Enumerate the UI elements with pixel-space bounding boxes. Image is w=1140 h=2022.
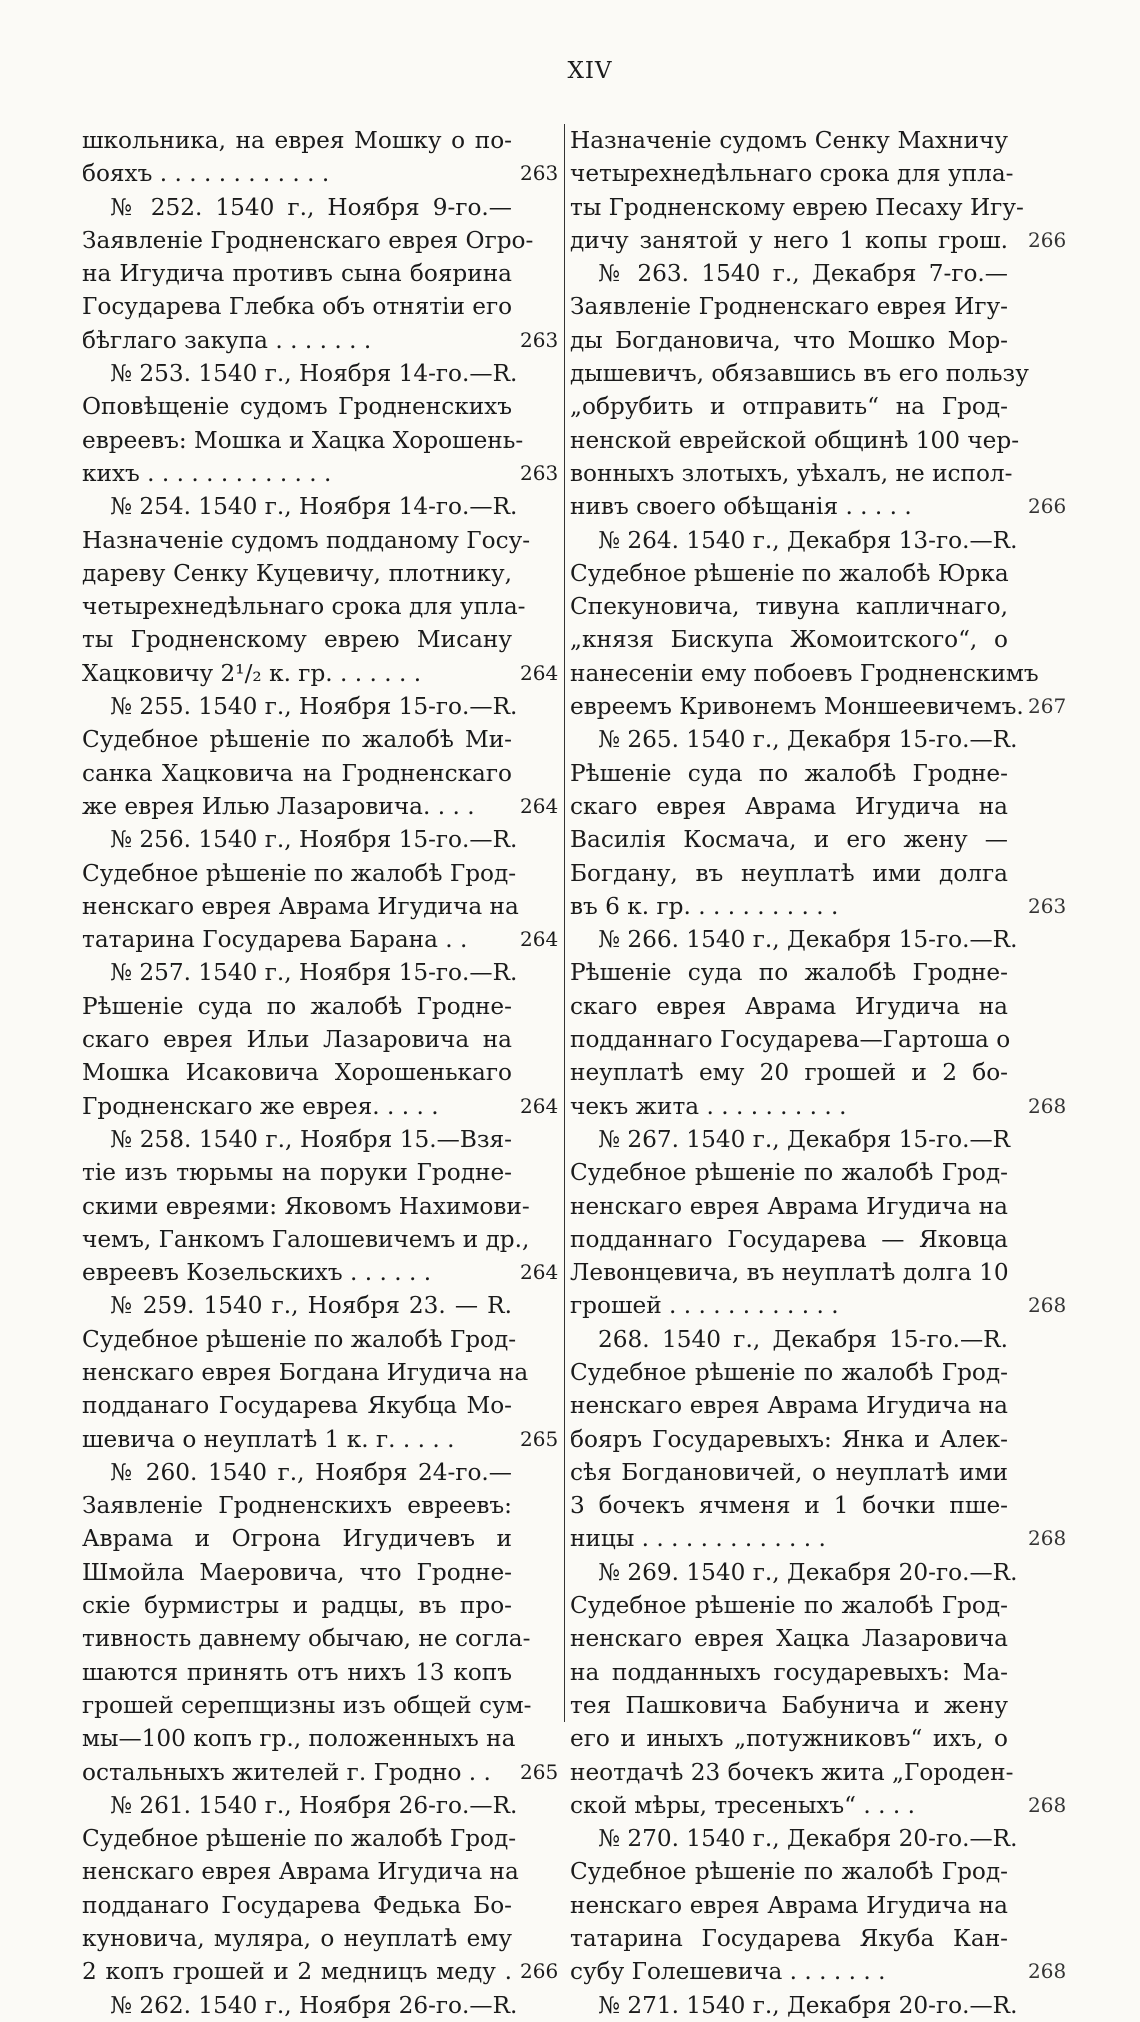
line-text: Заявленіе Гродненскаго еврея Огро- <box>82 226 534 254</box>
line-text: № 270. 1540 г., Декабря 20-го.—R. <box>598 1825 1018 1853</box>
line-text: грошей . . . . . . . . . . . . <box>570 1292 839 1320</box>
text-line <box>570 290 1050 323</box>
line-text: нанесеніи ему побоевъ Гродненскимъ <box>570 659 1039 687</box>
right-column <box>570 124 1067 2022</box>
text-line <box>82 1289 562 1322</box>
text-line <box>82 923 562 956</box>
line-text: № 265. 1540 г., Декабря 15-го.—R. <box>598 726 1018 754</box>
line-text: № 269. 1540 г., Декабря 20-го.—R. <box>598 1558 1018 1586</box>
line-text: № 264. 1540 г., Декабря 13-го.—R. <box>598 526 1018 554</box>
text-line <box>82 823 562 856</box>
text-line <box>570 1423 1050 1456</box>
text-line <box>570 1955 1067 1988</box>
line-text: скаго еврея Ильи Лазаровича на <box>82 1026 512 1054</box>
text-line <box>570 690 1067 723</box>
line-text: № 256. 1540 г., Ноября 15-го.—R. <box>110 826 518 854</box>
text-line <box>82 990 562 1023</box>
line-text: № 255. 1540 г., Ноября 15-го.—R. <box>110 693 518 721</box>
text-line <box>570 1090 1067 1123</box>
text-line <box>82 723 562 756</box>
line-text: тивность давнему обычаю, не согла- <box>82 1625 531 1653</box>
line-text: ненскаго еврея Аврама Игудича на <box>570 1192 1008 1220</box>
line-text: неотдачѣ 23 бочекъ жита „Городен- <box>570 1758 1014 1786</box>
text-line <box>82 790 562 823</box>
text-line <box>570 1156 1050 1189</box>
text-line <box>570 790 1050 823</box>
text-line <box>82 1522 562 1555</box>
line-text: ницы . . . . . . . . . . . . . <box>570 1525 826 1553</box>
text-line <box>570 490 1067 523</box>
text-line <box>570 1389 1050 1422</box>
text-line <box>570 1656 1050 1689</box>
line-text: кихъ . . . . . . . . . . . . . <box>82 459 332 487</box>
text-line <box>82 1689 562 1722</box>
text-line <box>82 890 562 923</box>
line-text: тіе изъ тюрьмы на поруки Гродне- <box>82 1159 512 1187</box>
line-text: бояхъ . . . . . . . . . . . . <box>82 160 330 188</box>
text-line <box>570 124 1050 157</box>
text-line <box>82 1456 562 1489</box>
line-text: дышевичъ, обязавшись въ его пользу <box>570 360 1029 388</box>
line-text: татарина Государева Якуба Кан- <box>570 1925 1008 1953</box>
line-text: ненскаго еврея Аврама Игудича на <box>82 892 519 920</box>
line-text: ненскаго еврея Богдана Игудича на <box>82 1358 529 1386</box>
line-text: № 259. 1540 г., Ноября 23. — R. <box>110 1292 512 1320</box>
line-text: четырехнедѣльнаго срока для упла- <box>570 160 1014 188</box>
text-line <box>570 457 1050 490</box>
line-text: ненскаго еврея Аврама Игудича на <box>82 1858 519 1886</box>
text-line <box>82 1622 562 1655</box>
line-text: Заявленіе Гродненскаго еврея Игу- <box>570 293 1008 321</box>
page-reference: 263 <box>520 161 559 186</box>
text-line <box>82 157 562 190</box>
line-text: подданнаго Государева — Яковца <box>570 1225 1008 1253</box>
line-text: ненскаго еврея Хацка Лазаровича <box>570 1625 1008 1653</box>
text-line <box>82 757 562 790</box>
line-text: № 261. 1540 г., Ноября 26-го.—R. <box>110 1791 518 1819</box>
text-line <box>82 1756 562 1789</box>
line-text: „обрубить и отправить“ на Грод- <box>570 393 1008 421</box>
line-text: ты Гродненскому еврею Песаху Игу- <box>570 193 1024 221</box>
text-line <box>82 191 562 224</box>
text-line <box>570 1556 1050 1589</box>
text-line <box>82 1389 562 1422</box>
page-number: XIV <box>567 58 613 84</box>
text-line <box>82 1156 562 1189</box>
line-text: дичу занятой у него 1 копы грош. <box>570 226 1008 254</box>
text-line <box>570 1922 1050 1955</box>
line-text: № 252. 1540 г., Ноября 9-го.— <box>110 193 512 221</box>
page-reference: 266 <box>1028 227 1067 252</box>
text-line <box>570 890 1067 923</box>
page-reference: 264 <box>520 793 559 818</box>
text-line <box>570 1489 1050 1522</box>
line-text: шаются принять отъ нихъ 13 копъ <box>82 1658 512 1686</box>
line-text: Судебное рѣшеніе по жалобѣ Грод- <box>82 859 517 887</box>
line-text: Судебное рѣшеніе по жалобѣ Грод- <box>570 1358 1008 1386</box>
line-text: Рѣшеніе суда по жалобѣ Гродне- <box>570 959 1008 987</box>
text-line <box>82 1722 562 1755</box>
text-line <box>570 1223 1050 1256</box>
page-reference: 268 <box>1028 1959 1067 1984</box>
line-text: куновича, муляра, о неуплатѣ ему <box>82 1925 512 1953</box>
line-text: „князя Бискупа Жомоитского“, о <box>570 626 1008 654</box>
text-line <box>570 1056 1050 1089</box>
page-reference: 268 <box>1028 1792 1067 1817</box>
line-text: Оповѣщеніе судомъ Гродненскихъ <box>82 393 512 421</box>
line-text: № 266. 1540 г., Декабря 15-го.—R. <box>598 926 1018 954</box>
line-text: дареву Сенку Куцевичу, плотнику, <box>82 559 512 587</box>
line-text: Аврама и Огрона Игудичевъ и <box>82 1525 512 1553</box>
text-line <box>82 956 562 989</box>
line-text: Гродненскаго же еврея. . . . . <box>82 1092 439 1120</box>
text-line <box>82 1423 562 1456</box>
text-line <box>82 1190 562 1223</box>
page-reference: 264 <box>520 927 559 952</box>
line-text: ненскаго еврея Аврама Игудича на <box>570 1392 1008 1420</box>
line-text: Мошка Исаковича Хорошенькаго <box>82 1059 512 1087</box>
page-reference: 264 <box>520 1260 559 1285</box>
line-text: Судебное рѣшеніе по жалобѣ Грод- <box>82 1325 517 1353</box>
text-line <box>82 1822 562 1855</box>
line-text: Судебное рѣшеніе по жалобѣ Грод- <box>570 1592 1008 1620</box>
line-text: бояръ Государевыхъ: Янка и Алек- <box>570 1425 1008 1453</box>
text-line <box>82 390 562 423</box>
line-text: нивъ своего обѣщанія . . . . . <box>570 493 912 521</box>
line-text: Рѣшеніе суда по жалобѣ Гродне- <box>570 759 1008 787</box>
line-text: подданнаго Государева—Гартоша о <box>570 1026 1011 1054</box>
line-text: Назначеніе судомъ Сенку Махничу <box>570 127 1008 154</box>
page-reference: 268 <box>1028 1293 1067 1318</box>
text-line <box>82 1922 562 1955</box>
line-text: грошей серепщизны изъ общей сум- <box>82 1691 532 1719</box>
line-text: 268. 1540 г., Декабря 15-го.—R. <box>598 1325 1008 1353</box>
line-text: сѣя Богдановичей, о неуплатѣ ими <box>570 1458 1008 1486</box>
page-reference: 263 <box>520 327 559 352</box>
line-text: Рѣшеніе суда по жалобѣ Гродне- <box>82 992 512 1020</box>
line-text: № 254. 1540 г., Ноября 14-го.—R. <box>110 493 518 521</box>
text-line <box>82 1489 562 1522</box>
page-reference: 263 <box>520 460 559 485</box>
line-text: евреемъ Кривонемъ Моншеевичемъ. <box>570 693 1024 721</box>
text-line <box>82 1589 562 1622</box>
text-line <box>570 1289 1067 1322</box>
column-divider <box>564 124 565 1722</box>
line-text: скими евреями: Яковомъ Нахимови- <box>82 1192 530 1220</box>
line-text: Богдану, въ неуплатѣ ими долга <box>570 859 1008 887</box>
text-line <box>570 524 1050 557</box>
text-line <box>82 457 562 490</box>
text-line <box>82 1656 562 1689</box>
text-line <box>82 1223 562 1256</box>
text-line <box>82 124 562 157</box>
line-text: № 262. 1540 г., Ноября 26-го.—R. <box>110 1991 518 2019</box>
line-text: подданаго Государева Федька Бо- <box>82 1891 512 1919</box>
line-text: тея Пашковича Бабунича и жену <box>570 1691 1008 1719</box>
text-line <box>570 956 1050 989</box>
text-line <box>82 1090 562 1123</box>
text-line <box>570 1356 1050 1389</box>
text-line <box>570 923 1050 956</box>
page-reference: 265 <box>520 1759 559 1784</box>
text-line <box>82 1256 562 1289</box>
text-line <box>570 424 1050 457</box>
page-reference: 265 <box>520 1426 559 1451</box>
text-line <box>82 424 562 457</box>
line-text: четырехнедѣльнаго срока для упла- <box>82 593 526 621</box>
text-line <box>570 1989 1050 2022</box>
text-line <box>82 1955 562 1988</box>
line-text: Василія Космача, и его жену — <box>570 826 1008 854</box>
text-line <box>570 1256 1050 1289</box>
text-line <box>570 990 1050 1023</box>
text-line <box>570 1522 1067 1555</box>
text-line <box>82 1123 562 1156</box>
line-text: скаго еврея Аврама Игудича на <box>570 792 1008 820</box>
text-line <box>82 657 562 690</box>
line-text: шевича о неуплатѣ 1 к. г. . . . . <box>82 1425 455 1453</box>
text-line <box>82 590 562 623</box>
text-line <box>570 1123 1050 1156</box>
line-text: ды Богдановича, что Мошко Мор- <box>570 326 1008 354</box>
text-line <box>82 623 562 656</box>
text-line <box>82 224 562 257</box>
text-line <box>570 1789 1067 1822</box>
line-text: № 257. 1540 г., Ноября 15-го.—R. <box>110 959 518 987</box>
text-line <box>82 690 562 723</box>
line-text: Заявленіе Гродненскихъ евреевъ: <box>82 1492 512 1520</box>
line-text: Спекуновича, тивуна капличнаго, <box>570 593 1008 621</box>
text-line <box>570 857 1050 890</box>
text-line <box>82 857 562 890</box>
text-line <box>570 1023 1050 1056</box>
text-line <box>570 1855 1050 1888</box>
line-text: Левонцевича, въ неуплатѣ долга 10 <box>570 1259 1009 1287</box>
text-line <box>82 557 562 590</box>
text-line <box>82 490 562 523</box>
line-text: Судебное рѣшеніе по жалобѣ Грод- <box>570 1858 1008 1886</box>
text-line <box>570 1456 1050 1489</box>
page-reference: 263 <box>1028 893 1067 918</box>
line-text: чемъ, Ганкомъ Галошевичемъ и др., <box>82 1225 530 1253</box>
line-text: 3 бочекъ ячменя и 1 бочки пше- <box>570 1492 1008 1520</box>
line-text: № 258. 1540 г., Ноября 15.—Взя- <box>110 1125 512 1153</box>
page-reference: 266 <box>1028 494 1067 519</box>
line-text: Судебное рѣшеніе по жалобѣ Ми- <box>82 726 512 754</box>
text-line <box>570 757 1050 790</box>
text-line <box>570 723 1050 756</box>
text-line <box>570 1589 1050 1622</box>
text-line <box>570 257 1050 290</box>
text-line <box>570 1622 1050 1655</box>
text-line <box>82 524 562 557</box>
page-reference: 268 <box>1028 1526 1067 1551</box>
line-text: ты Гродненскому еврею Мисану <box>82 626 512 654</box>
text-line <box>82 1889 562 1922</box>
text-line <box>570 823 1050 856</box>
line-text: на подданныхъ государевыхъ: Ма- <box>570 1658 1008 1686</box>
line-text: Назначеніе судомъ подданому Госу- <box>82 526 531 554</box>
text-line <box>82 1356 562 1389</box>
page-reference: 268 <box>1028 1093 1067 1118</box>
line-text: Государева Глебка объ отнятіи его <box>82 293 513 321</box>
line-text: № 263. 1540 г., Декабря 7-го.— <box>598 260 1008 288</box>
line-text: евреевъ: Мошка и Хацка Хорошень- <box>82 426 524 454</box>
line-text: санка Хацковича на Гродненскаго <box>82 759 512 787</box>
text-line <box>570 1689 1050 1722</box>
text-line <box>570 1190 1050 1223</box>
text-line <box>570 191 1050 224</box>
text-line <box>82 1023 562 1056</box>
line-text: чекъ жита . . . . . . . . . . <box>570 1092 847 1120</box>
text-line <box>570 623 1050 656</box>
text-line <box>82 357 562 390</box>
text-line <box>82 1323 562 1356</box>
line-text: Судебное рѣшеніе по жалобѣ Юрка <box>570 559 1009 587</box>
line-text: Судебное рѣшеніе по жалобѣ Грод- <box>570 1159 1008 1187</box>
line-text: бѣглаго закупа . . . . . . . <box>82 326 372 354</box>
line-text: остальныхъ жителей г. Гродно . . <box>82 1758 491 1786</box>
line-text: Хацковичу 2¹/₂ к. гр. . . . . . . <box>82 659 422 687</box>
text-line <box>570 357 1050 390</box>
text-line <box>82 1789 562 1822</box>
text-line <box>570 590 1050 623</box>
text-line <box>570 657 1050 690</box>
line-text: № 271. 1540 г., Декабря 20-го.—R. <box>598 1991 1018 2019</box>
text-line <box>570 157 1050 190</box>
line-text: Судебное рѣшеніе по жалобѣ Грод- <box>82 1825 517 1853</box>
text-line <box>82 290 562 323</box>
page-reference: 264 <box>520 660 559 685</box>
page-reference: 267 <box>1028 694 1067 719</box>
text-line <box>82 1056 562 1089</box>
text-line <box>82 257 562 290</box>
line-text: на Игудича противъ сына боярина <box>82 260 512 288</box>
line-text: скіе бурмистры и радцы, въ про- <box>82 1592 512 1620</box>
text-line <box>570 390 1050 423</box>
line-text: ской мѣры, тресеныхъ“ . . . . <box>570 1791 915 1819</box>
line-text: неуплатѣ ему 20 грошей и 2 бо- <box>570 1059 1008 1087</box>
line-text: ненской еврейской общинѣ 100 чер- <box>570 426 1020 454</box>
text-line <box>570 1722 1050 1755</box>
line-text: № 260. 1540 г., Ноября 24-го.— <box>110 1458 512 1486</box>
line-text: мы—100 копъ гр., положенныхъ на <box>82 1725 516 1753</box>
line-text: субу Голешевича . . . . . . . <box>570 1958 886 1986</box>
text-line <box>570 324 1050 357</box>
line-text: его и иныхъ „потужниковъ“ ихъ, о <box>570 1725 1008 1753</box>
line-text: Шмойла Маеровича, что Гродне- <box>82 1558 512 1586</box>
text-line <box>82 1556 562 1589</box>
line-text: подданаго Государева Якубца Мо- <box>82 1392 512 1420</box>
line-text: ненскаго еврея Аврама Игудича на <box>570 1891 1008 1919</box>
line-text: же еврея Илью Лазаровича. . . . <box>82 792 475 820</box>
left-column <box>82 124 562 2022</box>
text-line <box>82 1989 562 2022</box>
text-line <box>570 1323 1050 1356</box>
text-line <box>570 557 1050 590</box>
text-line <box>570 1822 1050 1855</box>
text-line <box>570 1889 1050 1922</box>
page-reference: 264 <box>520 1093 559 1118</box>
line-text: № 253. 1540 г., Ноября 14-го.—R. <box>110 360 518 388</box>
line-text: татарина Государева Барана . . <box>82 926 468 954</box>
line-text: евреевъ Козельскихъ . . . . . . <box>82 1259 432 1287</box>
line-text: скаго еврея Аврама Игудича на <box>570 992 1008 1020</box>
text-line <box>570 224 1067 257</box>
text-line <box>82 1855 562 1888</box>
text-line <box>82 324 562 357</box>
line-text: школьника, на еврея Мошку о по- <box>82 127 512 154</box>
line-text: 2 копъ грошей и 2 медницъ меду . <box>82 1958 512 1986</box>
line-text: вонныхъ злотыхъ, уѣхалъ, не испол- <box>570 459 1013 487</box>
text-line <box>570 1756 1050 1789</box>
line-text: въ 6 к. гр. . . . . . . . . . . <box>570 892 839 920</box>
line-text: № 267. 1540 г., Декабря 15-го.—R <box>598 1125 1011 1153</box>
page-reference: 266 <box>520 1959 559 1984</box>
